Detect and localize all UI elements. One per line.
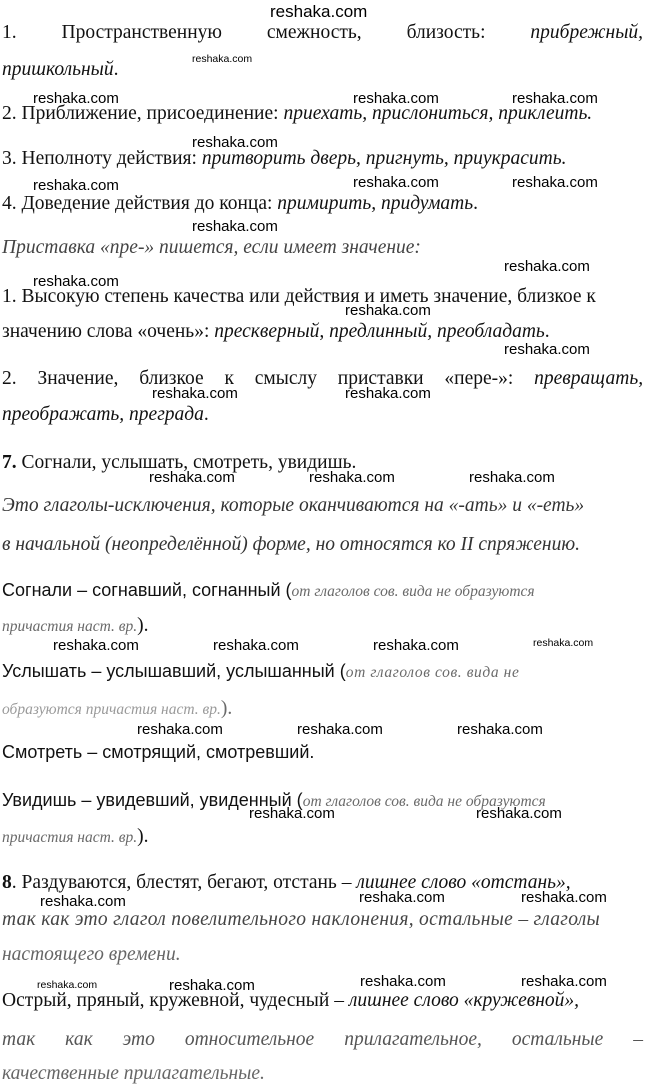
pre-2-line-1 [2,367,643,391]
watermark: reshaka.com [359,889,445,906]
task-7-row-3: Смотреть – смотрящий, смотревший. [2,742,315,762]
task-7-row-4-cont [2,825,148,850]
watermark: reshaka.com [309,469,395,486]
item-1-period: . [113,59,119,80]
watermark: reshaka.com [345,302,431,319]
item-1-example: прибрежный, [530,22,644,43]
item-1-word-b: смежность, [266,22,362,43]
pre-2-word: «пере-»: [444,368,514,389]
pre-2-word: к [224,368,234,389]
watermark: reshaka.com [192,218,278,235]
pre-2-word: смыслу [254,368,317,389]
row-1-note-2: причастия наст. вр. [2,618,138,635]
task-8-number: 8 [2,872,12,893]
task-8-words: . Раздуваются, блестят, бегают, отстань – [11,872,357,893]
item-1-example-2: пришкольный [2,59,114,80]
pre-1-line-1: 1. Высокую степень качества или действия и иметь значение, близкое к [2,286,596,307]
watermark: reshaka.com [40,893,126,910]
pre-2-word: Значение, [37,368,119,389]
task-8-line-6: качественные прилагательные. [2,1063,265,1084]
watermark: reshaka.com [149,469,235,486]
task-7-row-1-cont [2,614,148,639]
task-7-number: 7. [2,452,17,473]
pre-2-word: приставки [337,368,424,389]
watermark: reshaka.com [373,637,459,654]
watermark: reshaka.com [504,341,590,358]
item-4-examples: примирить, придумать [277,193,474,214]
item-1-number: 1. [2,22,17,43]
watermark: reshaka.com [345,385,431,402]
row-4-note: от глаголов сов. вида не образуются [302,793,546,810]
watermark: reshaka.com [512,90,598,107]
watermark: reshaka.com [521,889,607,906]
task-7-words: Согнали, услышать, смотреть, увидишь. [16,452,357,473]
watermark: reshaka.com [137,721,223,738]
pre-2-number: 2. [2,368,17,389]
watermark: reshaka.com [152,385,238,402]
watermark: reshaka.com [512,174,598,191]
watermark: reshaka.com [457,721,543,738]
row-1-end: ). [137,615,149,636]
task-7-explanation-1: Это глаголы-исключения, которые оканчиваются на «-ать» и «-еть» [2,495,585,516]
pre-1-examples: прескверный, предлинный, преобладать [214,321,545,342]
pre-2-period: . [203,404,209,425]
pre-1-text: значению слова «очень»: [2,321,215,342]
task-7-row-2-cont [2,697,232,722]
task-7-explanation-2: в начальной (неопределённой) форме, но относятся ко II спряжению. [2,534,580,555]
pre-1-line-2 [2,320,550,344]
item-1-line-2 [2,58,119,82]
watermark: reshaka.com [192,134,278,151]
item-4-line [2,192,478,216]
task-8-words-2: Острый, пряный, кружевной, чудесный – [2,990,349,1011]
watermark: reshaka.com [504,258,590,275]
pre-2-example: превращать, [534,368,644,389]
task-7-row-2 [2,659,519,685]
row-1-note: от глаголов сов. вида не образуются [291,583,535,600]
item-4-period: . [473,193,479,214]
item-1-word-c: близость: [406,22,486,43]
item-4-text: 4. Доведение действия до конца: [2,193,278,214]
row-4-note-2: причастия наст. вр. [2,829,138,846]
watermark: reshaka.com [521,973,607,990]
watermark: reshaka.com [213,637,299,654]
item-3-text: 3. Неполноту действия: [2,148,202,169]
row-2-text: Услышать – услышавший, услышанный ( [2,661,346,681]
row-4-text: Увидишь – увидевший, увиденный ( [2,790,303,810]
watermark: reshaka.com [169,977,255,994]
watermark: reshaka.com [33,90,119,107]
watermark: reshaka.com [297,721,383,738]
item-1-line-1 [2,21,643,45]
watermark: reshaka.com [533,637,594,649]
watermark-top: reshaka.com [270,2,368,21]
task-8-line-3: настоящего времени. [2,944,181,965]
watermark: reshaka.com [33,273,119,290]
watermark: reshaka.com [353,90,439,107]
pre-2-word: близкое [139,368,204,389]
pre-heading: Приставка «пре-» пишется, если имеет значение: [2,237,421,258]
watermark: reshaka.com [360,973,446,990]
row-2-end: ). [220,698,233,719]
watermark: reshaka.com [37,979,98,991]
watermark: reshaka.com [33,177,119,194]
watermark: reshaka.com [53,637,139,654]
watermark: reshaka.com [476,805,562,822]
task-7-row-1 [2,578,535,604]
pre-2-examples: преображать, преграда [2,404,204,425]
watermark: reshaka.com [469,469,555,486]
item-2-examples: приехать, прислониться, приклеить. [283,103,593,124]
pre-1-period: . [544,321,550,342]
task-8-answer: лишнее слово «отстань», [356,872,571,893]
watermark: reshaka.com [192,53,253,65]
row-2-note-2: образуются причастия наст. вр. [2,701,221,718]
row-4-end: ). [137,826,149,847]
item-3-line [2,147,566,171]
watermark: reshaka.com [353,174,439,191]
item-3-examples: притворить дверь, пригнуть, приукрасить. [201,148,567,169]
row-1-text: Согнали – согнавший, согнанный ( [2,580,292,600]
row-2-note: от глаголов сов. вида не [345,664,520,681]
pre-2-line-2 [2,403,209,427]
task-8-answer-2: лишнее слово «кружевной», [348,990,579,1011]
task-8-line-2: так как это глагол повелительного наклонения, остальные – глаголы [2,909,601,930]
task-8-line-1 [2,871,571,895]
task-8-line-5: так как это относительное прилагательное, остальные – [2,1029,643,1050]
item-1-word-a: Пространственную [61,22,222,43]
watermark: reshaka.com [249,805,335,822]
task-8-line-4 [2,989,579,1013]
item-2-text: 2. Приближение, присоединение: [2,103,284,124]
